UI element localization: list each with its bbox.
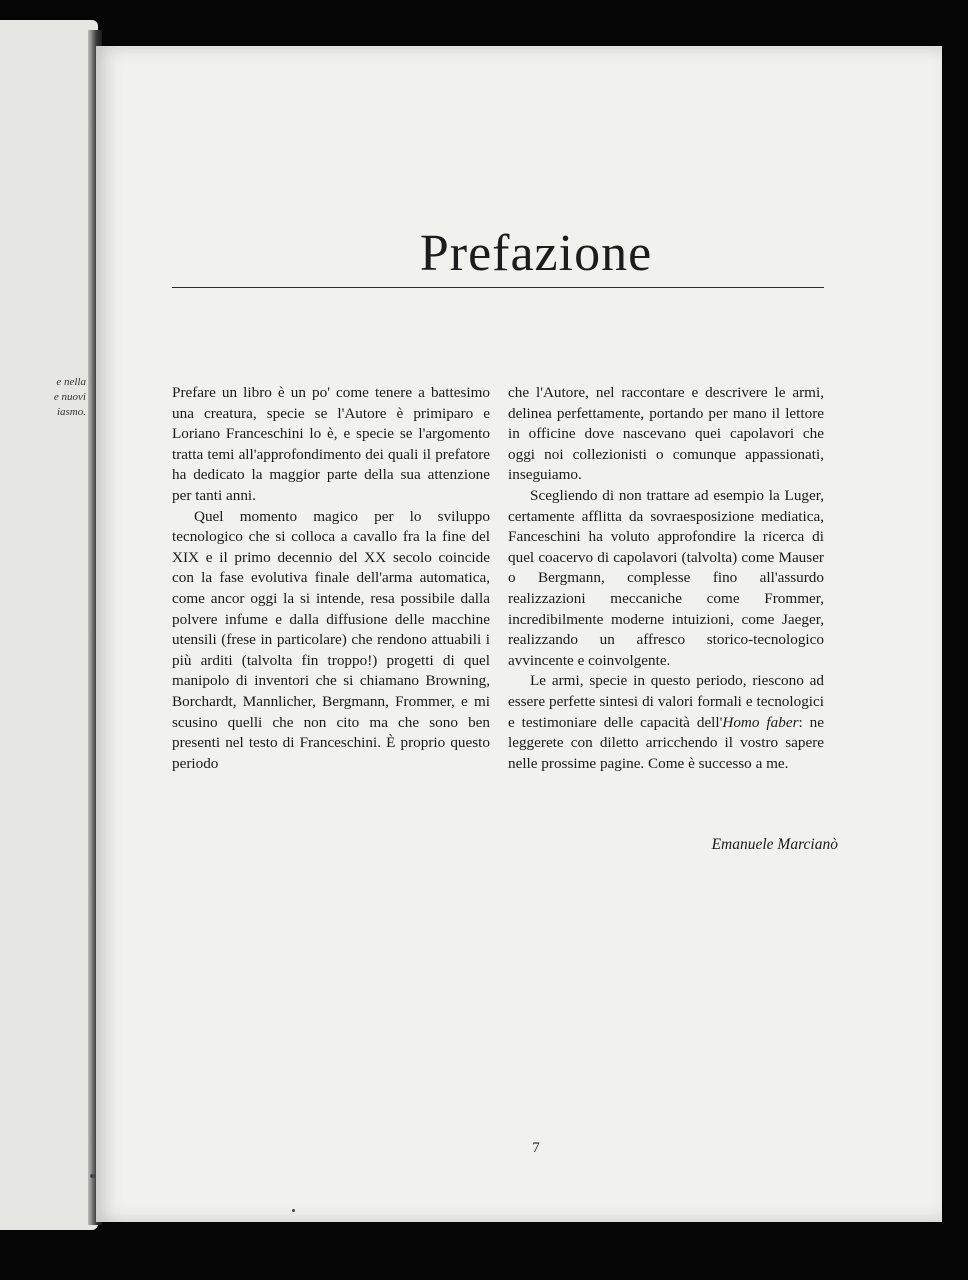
page-number: 7 [532,1140,540,1156]
paper-speck [292,1209,295,1212]
text-column-right [508,383,824,774]
author-signature: Emanuele Marcianò [711,836,838,853]
left-page-text-fragment [54,375,86,420]
left-snippet-line: e nuovi [53,391,86,403]
paragraph-text: Le armi, specie in questo periodo, riescono ad essere perfette sintesi di valori formali e tecnologici e testimoniare delle capacità dell' [508,672,824,731]
paragraph: che l'Autore, nel raccontare e descrivere le armi, delinea perfettamente, portando per mano il lettore in officine dove nascevano quei capolavori che oggi noi collezionisti o comunque appassionati, inseguiamo. [508,384,824,484]
paper-speck [90,1174,95,1178]
page-title: Prefazione [419,225,653,282]
left-page [0,20,98,1230]
paragraph: Scegliendo di non trattare ad esempio la Luger, certamente afflitta da sovraesposizione mediatica, Fanceschini ha voluto approfondire la ricerca di quel coacervo di capolavori (talvolta) come Mauser o Bergmann, complesse fino all'assurdo realizzazioni meccaniche come Frommer, incredibilmente moderne intuizioni, come Jaeger, realizzando un affresco storico-tecnologico avvincente e coinvolgente. [508,486,824,669]
left-snippet-line: e nella [56,376,86,388]
title-rule [172,287,824,288]
text-column-left [172,383,490,774]
paragraph-text: : ne leggerete con diletto arricchendo il vostro sapere nelle prossime pagine. Come è successo a me. [508,713,824,772]
left-snippet-line: iasmo. [56,406,86,418]
paragraph: Prefare un libro è un po' come tenere a battesimo una creatura, specie se l'Autore è primiparo e Loriano Franceschini lo è, e specie se l'argomento tratta temi all'approfondimento dei quali il prefatore ha dedicato la maggior parte della sua attenzione per tanti anni. [172,384,490,504]
paragraph [508,671,824,774]
paragraph: Quel momento magico per lo sviluppo tecnologico che si colloca a cavallo fra la fine del XIX e il primo decennio del XX secolo coincide con la fase evolutiva finale dell'arma automatica, come ancor oggi la si intende, resa possibile dalla polvere infume e dalla diffusione delle macchine utensili (frese in particolare) che rendono attuabili i più arditi (talvolta fin troppo!) progetti di quel manipolo di inventori che si chiamano Browning, Borchardt, Mannlicher, Bergmann, Frommer, e mi scusino quelli che non cito ma che sono ben presenti nel testo di Franceschini. È proprio questo periodo [172,507,490,772]
italic-term: Homo faber [722,713,799,731]
right-page [96,46,942,1222]
